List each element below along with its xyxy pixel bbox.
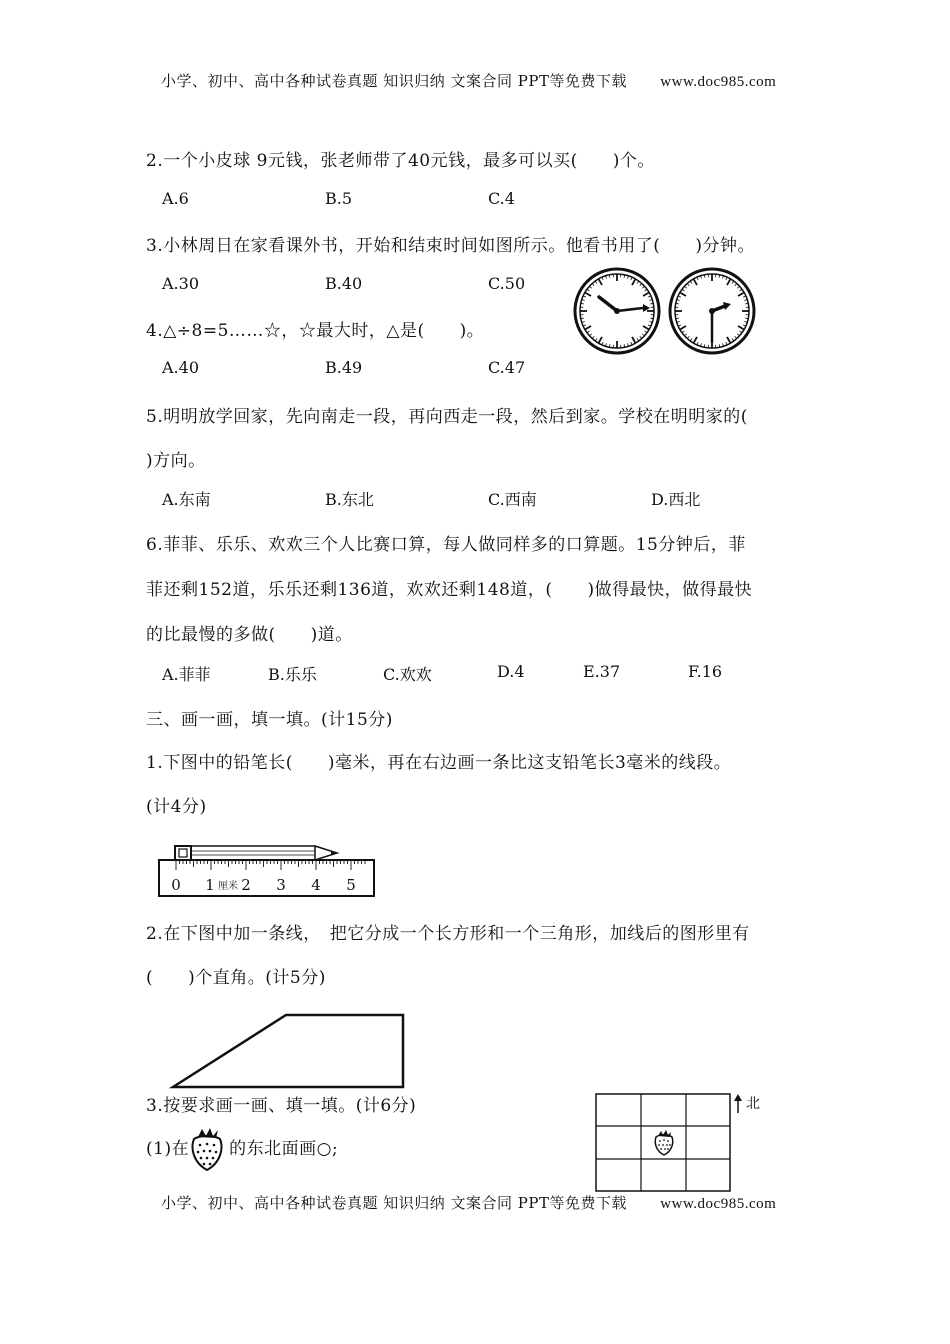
question-5-line1: 5.明明放学回家，先向南走一段，再向西走一段，然后到家。学校在明明家的( <box>146 407 748 427</box>
s3-question-1-line2: (计4分) <box>146 797 207 817</box>
strawberry-icon <box>188 1125 226 1173</box>
q5-option-d: D.西北 <box>651 490 701 509</box>
q6-option-d: D.4 <box>497 662 525 681</box>
ruler-number-4: 4 <box>311 876 321 894</box>
pencil-ruler-image <box>157 838 377 900</box>
q6-option-c: C.欢欢 <box>383 665 432 684</box>
trapezoid-figure <box>170 1012 410 1092</box>
q2-option-b: B.5 <box>325 189 353 208</box>
q5-option-b: B.东北 <box>325 490 374 509</box>
q4-option-c: C.47 <box>488 358 526 377</box>
ruler-unit-label: 厘米 <box>218 881 238 892</box>
section-3-title: 三、画一画，填一填。(计15分) <box>146 710 393 730</box>
q3-option-b: B.40 <box>325 274 363 293</box>
direction-grid <box>595 1093 785 1195</box>
s3-question-2-line1: 2.在下图中加一条线， 把它分成一个长方形和一个三角形，加线后的图形里有 <box>146 924 750 944</box>
footer-url: www.doc985.com <box>660 1196 777 1212</box>
page-header <box>161 70 776 91</box>
q2-option-a: A.6 <box>162 189 189 208</box>
question-6-line2: 菲还剩152道，乐乐还剩136道，欢欢还剩148道，( )做得最快，做得最快 <box>146 580 753 600</box>
footer-text: 小学、初中、高中各种试卷真题 知识归纳 文案合同 PPT等免费下载 <box>161 1194 627 1212</box>
q4-option-b: B.49 <box>325 358 363 377</box>
question-3: 3.小林周日在家看课外书，开始和结束时间如图所示。他看书用了( )分钟。 <box>146 236 755 256</box>
question-6-line1: 6.菲菲、乐乐、欢欢三个人比赛口算，每人做同样多的口算题。15分钟后，菲 <box>146 535 746 555</box>
start-clock-image <box>572 266 662 356</box>
q3-option-c: C.50 <box>488 274 526 293</box>
end-clock-image <box>667 266 757 356</box>
q3-option-a: A.30 <box>162 274 199 293</box>
question-6-line3: 的比最慢的多做( )道。 <box>146 625 353 645</box>
q6-option-f: F.16 <box>688 662 723 681</box>
sub1-suffix: 的东北面画○; <box>229 1139 339 1159</box>
header-url: www.doc985.com <box>660 74 777 90</box>
s3-question-3-sub1 <box>146 1134 338 1159</box>
q2-option-c: C.4 <box>488 189 515 208</box>
q6-option-a: A.菲菲 <box>162 665 211 684</box>
question-2: 2.一个小皮球 9元钱，张老师带了40元钱，最多可以买( )个。 <box>146 151 655 171</box>
q5-option-a: A.东南 <box>162 490 211 509</box>
s3-question-3-title: 3.按要求画一画、填一填。(计6分) <box>146 1096 417 1116</box>
q6-option-b: B.乐乐 <box>268 665 317 684</box>
header-text: 小学、初中、高中各种试卷真题 知识归纳 文案合同 PPT等免费下载 <box>161 72 627 90</box>
north-label: 北 <box>746 1096 760 1112</box>
s3-question-2-line2: ( )个直角。(计5分) <box>146 968 326 988</box>
ruler-number-1: 1 <box>205 876 215 894</box>
q5-option-c: C.西南 <box>488 490 537 509</box>
s3-question-1-line1: 1.下图中的铅笔长( )毫米，再在右边画一条比这支铅笔长3毫米的线段。 <box>146 753 732 773</box>
question-5-line2: )方向。 <box>146 451 206 471</box>
ruler-number-5: 5 <box>346 876 356 894</box>
grid-strawberry-icon <box>655 1130 672 1155</box>
sub1-prefix: (1)在 <box>146 1139 190 1159</box>
ruler-number-2: 2 <box>241 876 251 894</box>
page-footer <box>161 1192 776 1213</box>
q4-option-a: A.40 <box>162 358 199 377</box>
ruler-number-3: 3 <box>276 876 286 894</box>
question-4: 4.△÷8=5……☆，☆最大时，△是( )。 <box>146 321 485 341</box>
q6-option-e: E.37 <box>583 662 621 681</box>
ruler-number-0: 0 <box>171 876 181 894</box>
